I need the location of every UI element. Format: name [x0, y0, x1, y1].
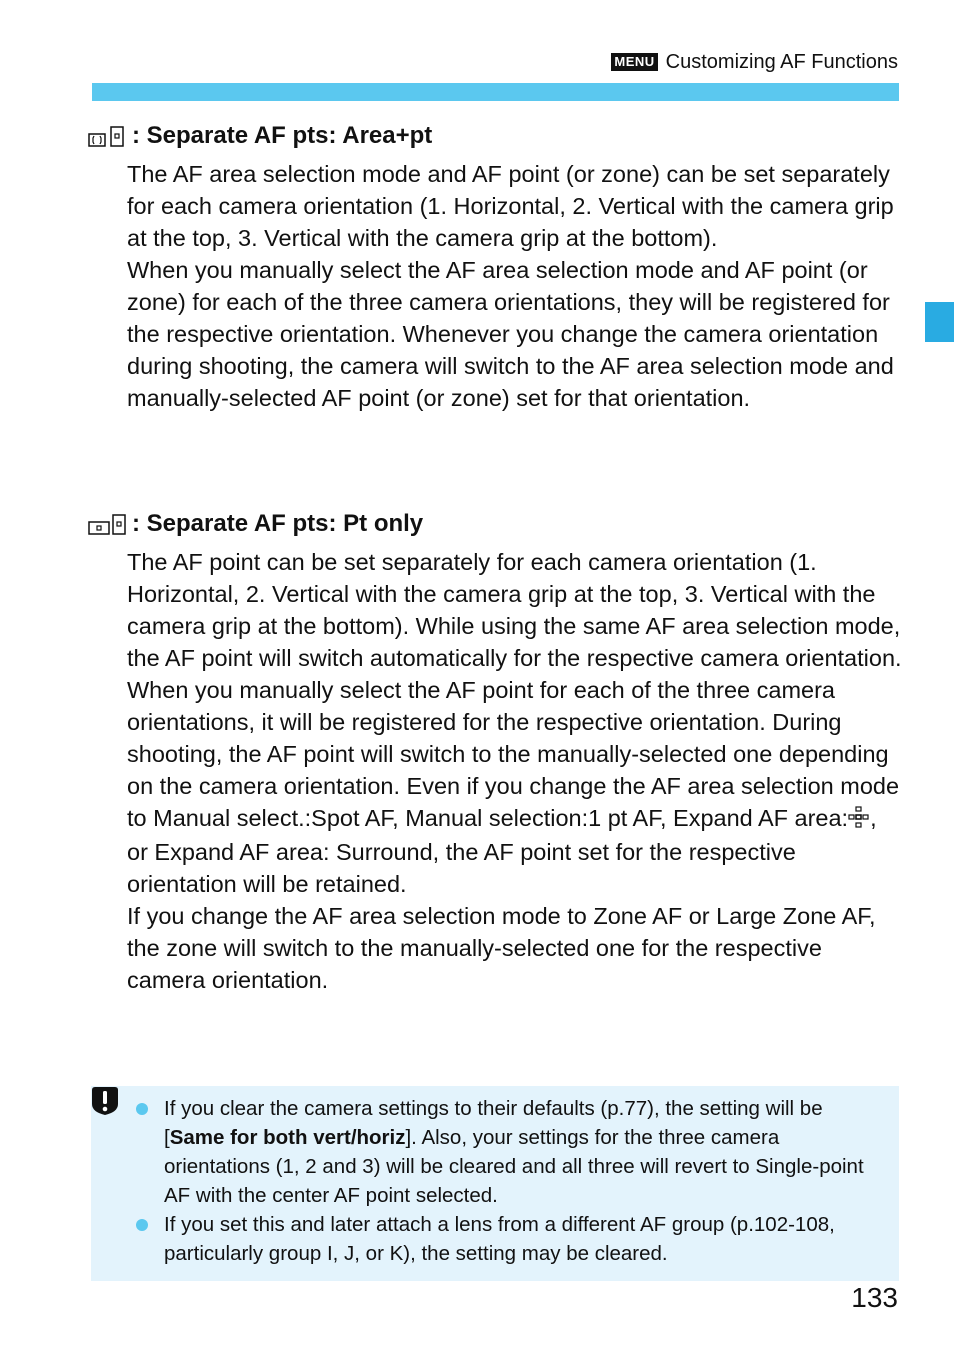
paragraph: The AF area selection mode and AF point (or zone) can be set separately for each camera orientation (1. Horizontal, 2. Vertical with the camera grip at the top, 3. Vertical with the camera grip at the bottom). — [127, 161, 894, 251]
note-text: ]. Also, your settings for the three camera orientations (1, 2 and 3) will be cleared and all three will revert to Single-point AF with the center AF point selected. — [164, 1126, 864, 1207]
menu-tab-icon: MENU — [611, 53, 657, 71]
paragraph: If you change the AF area selection mode to Zone AF or Large Zone AF, the zone will switch to the manually-selected one for the respective camera orientation. — [127, 902, 876, 993]
list-item — [164, 1094, 884, 1210]
paragraph: The AF point can be set separately for each camera orientation (1. Horizontal, 2. Vertical with the camera grip at the top, 3. Vertical with the camera grip at the bottom). While using the same AF area selection mode, the AF point will switch automatically for the respective camera orientation. — [127, 549, 902, 671]
paragraph-text: When you manually select the AF point for each of the three camera orientations, it will be registered for the respective orientation. During shooting, the AF point will switch to the manually-selected one depending on the camera orientation. Even if you change the AF area selection mode to Manual select.:Spot AF, Manual selection:1 pt AF, Expand AF area: — [127, 677, 900, 831]
header-title: Customizing AF Functions — [665, 50, 898, 73]
note-bold-text: Same for both vert/horiz — [169, 1126, 406, 1149]
section-heading-pt-only — [88, 510, 423, 538]
chapter-side-tab — [925, 302, 954, 342]
caution-icon — [90, 1086, 120, 1121]
caution-notes — [164, 1094, 884, 1268]
expand-af-area-cross-icon — [848, 804, 870, 836]
section-heading-text: : Separate AF pts: Area+pt — [132, 122, 433, 149]
section-heading-text: : Separate AF pts: Pt only — [132, 510, 424, 537]
paragraph: When you manually select the AF area selection mode and AF point (or zone) for each of the three camera orientations, they will be registered for the respective orientation. Whenever you change the camera orientation during shooting, the camera will switch to the AF area selection mode and manually-selected AF point (or zone) set for that orientation. — [127, 257, 894, 411]
section-body-area-pt — [127, 158, 902, 414]
paragraph-text: , or Expand AF area: Surround, the AF point set for the respective orientation will be retained. — [127, 805, 877, 897]
list-item: If you set this and later attach a lens from a different AF group (p.102-108, particularly group I, J, or K), the setting may be cleared. — [164, 1210, 884, 1268]
header-title-row — [600, 50, 898, 74]
section-body-pt-only — [127, 546, 902, 996]
header-accent-bar — [92, 83, 899, 101]
section-heading-area-pt — [88, 122, 432, 150]
note-text: If you clear the camera settings to their defaults (p.77), the setting will be [ — [164, 1097, 823, 1149]
paragraph — [127, 674, 902, 900]
orientation-pt-only-icon — [88, 512, 128, 536]
page-number: 133 — [851, 1282, 898, 1313]
orientation-area-pt-icon — [88, 124, 128, 148]
